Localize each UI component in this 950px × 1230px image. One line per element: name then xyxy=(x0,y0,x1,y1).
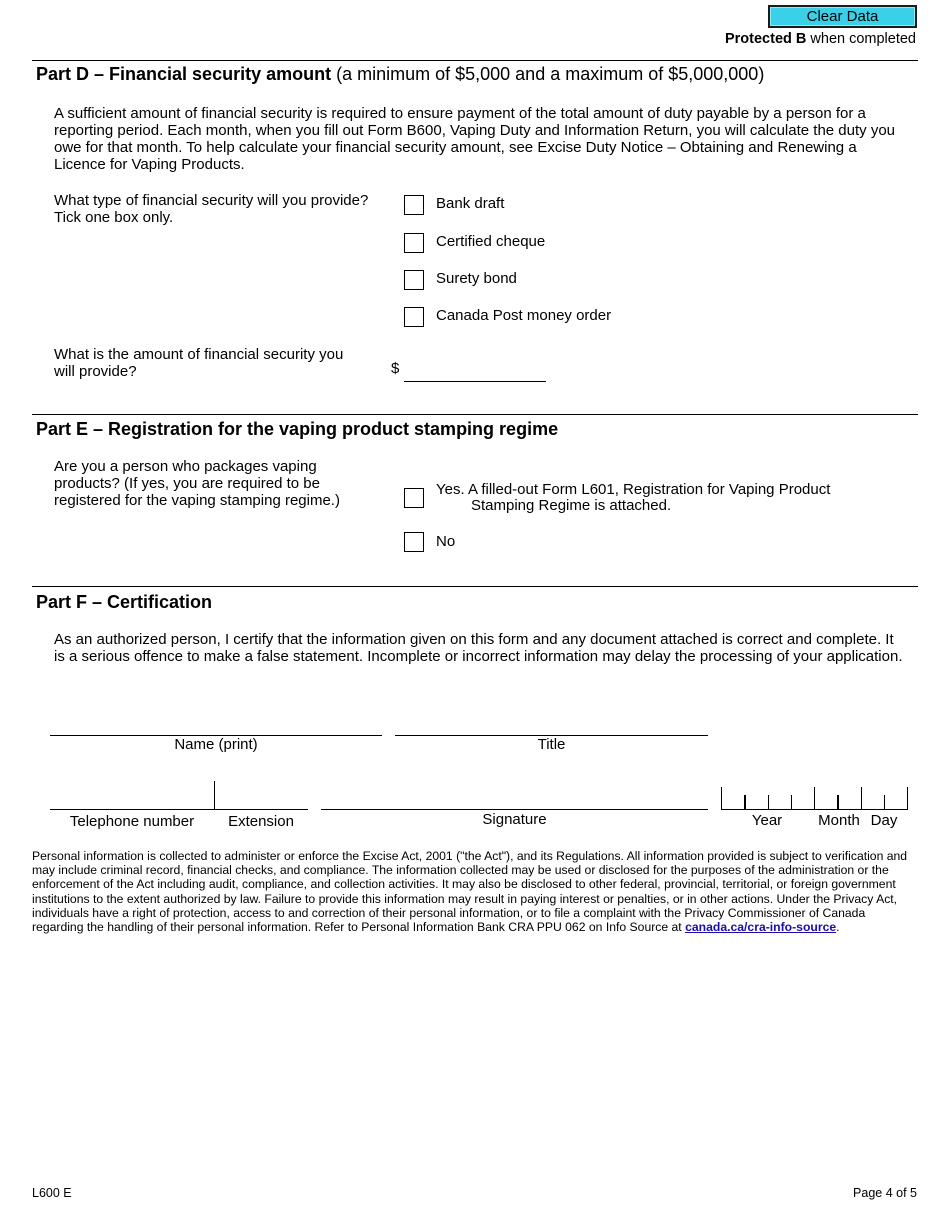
clear-data-button[interactable]: Clear Data xyxy=(768,5,917,28)
certified-cheque-checkbox[interactable] xyxy=(404,233,424,253)
protected-b-suffix: when completed xyxy=(806,31,916,47)
bank-draft-label: Bank draft xyxy=(436,195,505,212)
date-tick xyxy=(744,795,746,810)
name-print-label: Name (print) xyxy=(174,736,258,753)
date-tick xyxy=(837,795,839,810)
date-tick xyxy=(791,795,792,810)
part-e-title: Part E – Registration for the vaping product stamping regime xyxy=(36,419,559,439)
stamping-yes-checkbox[interactable] xyxy=(404,488,424,508)
financial-security-amount-question: What is the amount of financial security you will provide? xyxy=(54,346,344,380)
date-tick xyxy=(814,787,815,810)
date-tick xyxy=(861,787,862,810)
part-d-title xyxy=(36,64,764,85)
form-code: L600 E xyxy=(32,1186,72,1200)
privacy-end: . xyxy=(836,920,840,935)
certified-cheque-label: Certified cheque xyxy=(436,233,546,250)
part-f-divider xyxy=(32,586,918,587)
month-label: Month xyxy=(818,812,860,829)
signature-label: Signature xyxy=(482,811,547,828)
bank-draft-checkbox[interactable] xyxy=(404,195,424,215)
part-d-heading-note: (a minimum of $5,000 and a maximum of $5,000,000) xyxy=(331,64,765,84)
date-field[interactable] xyxy=(721,787,908,810)
privacy-text: Personal information is collected to administer or enforce the Excise Act, 2001 ("the Act"), and its Regulations. All information provided is subject to verification and may include criminal record, financial checks, and compliance. The information collected may be used or disclosed for the purposes of the administration or the enforcement of the Act including audit, compliance, and collection activities. It may also be disclosed to other federal, provincial, territorial, or foreign government institutions to the extent authorized by law. Failure to provide this information may result in paying interest or penalties, or in other actions. Under the Privacy Act, individuals have a right of protection, access to and correction of their personal information, or to file a complaint with the Privacy Commissioner of Canada regarding the handling of their personal information. Refer to Personal Information Bank CRA PPU 062 on Info Source at xyxy=(32,849,908,935)
date-tick xyxy=(907,787,908,810)
date-tick xyxy=(768,795,769,810)
money-order-label: Canada Post money order xyxy=(436,307,612,324)
telephone-extension-separator xyxy=(214,781,215,810)
stamping-no-label: No xyxy=(436,533,456,550)
day-label: Day xyxy=(870,812,898,829)
stamping-yes-label-line2: Stamping Regime is attached. xyxy=(471,497,672,514)
date-tick xyxy=(884,795,885,810)
extension-field[interactable] xyxy=(214,809,308,810)
title-label: Title xyxy=(537,736,566,753)
part-d-intro: A sufficient amount of financial security is required to ensure payment of the total amount of duty payable by a person for a reporting period. Each month, when you fill out Form B600, Vaping Duty and Information Return, you will calculate the duty you owe for that month. To help calculate your financial security amount, see Excise Duty Notice – Obtaining and Renewing a Licence for Vaping Products. xyxy=(54,105,896,173)
surety-bond-label: Surety bond xyxy=(436,270,517,287)
stamping-yes-label-line1: Yes. A filled-out Form L601, Registration for Vaping Product xyxy=(436,481,831,498)
year-label: Year xyxy=(751,812,783,829)
stamping-no-checkbox[interactable] xyxy=(404,532,424,552)
currency-symbol: $ xyxy=(391,360,400,377)
vaping-packager-question: Are you a person who packages vaping products? (If yes, you are required to be registered for the vaping stamping regime.) xyxy=(54,458,340,509)
date-tick xyxy=(721,787,722,810)
financial-security-amount-input[interactable] xyxy=(404,362,546,380)
protected-b-label: Protected B xyxy=(724,31,807,47)
financial-security-type-question: What type of financial security will you provide? Tick one box only. xyxy=(54,192,369,226)
surety-bond-checkbox[interactable] xyxy=(404,270,424,290)
money-order-checkbox[interactable] xyxy=(404,307,424,327)
signature-field[interactable] xyxy=(321,809,708,810)
amount-underline xyxy=(404,381,546,382)
extension-label: Extension xyxy=(228,813,294,830)
part-d-heading: Part D – Financial security amount xyxy=(36,64,332,84)
page-number: Page 4 of 5 xyxy=(853,1186,917,1200)
part-f-title: Part F – Certification xyxy=(36,592,213,612)
certification-statement: As an authorized person, I certify that the information given on this form and any document attached is correct and complete. It is a serious offence to make a false statement. Incomplete or incorrect information may delay the processing of your application. xyxy=(54,631,903,665)
protected-b-notice xyxy=(725,31,916,47)
privacy-notice xyxy=(32,849,920,934)
telephone-label: Telephone number xyxy=(69,813,195,830)
telephone-field[interactable] xyxy=(50,809,214,810)
part-e-divider xyxy=(32,414,918,415)
part-d-divider xyxy=(32,60,918,61)
info-source-link[interactable]: canada.ca/cra-info-source xyxy=(685,920,837,935)
